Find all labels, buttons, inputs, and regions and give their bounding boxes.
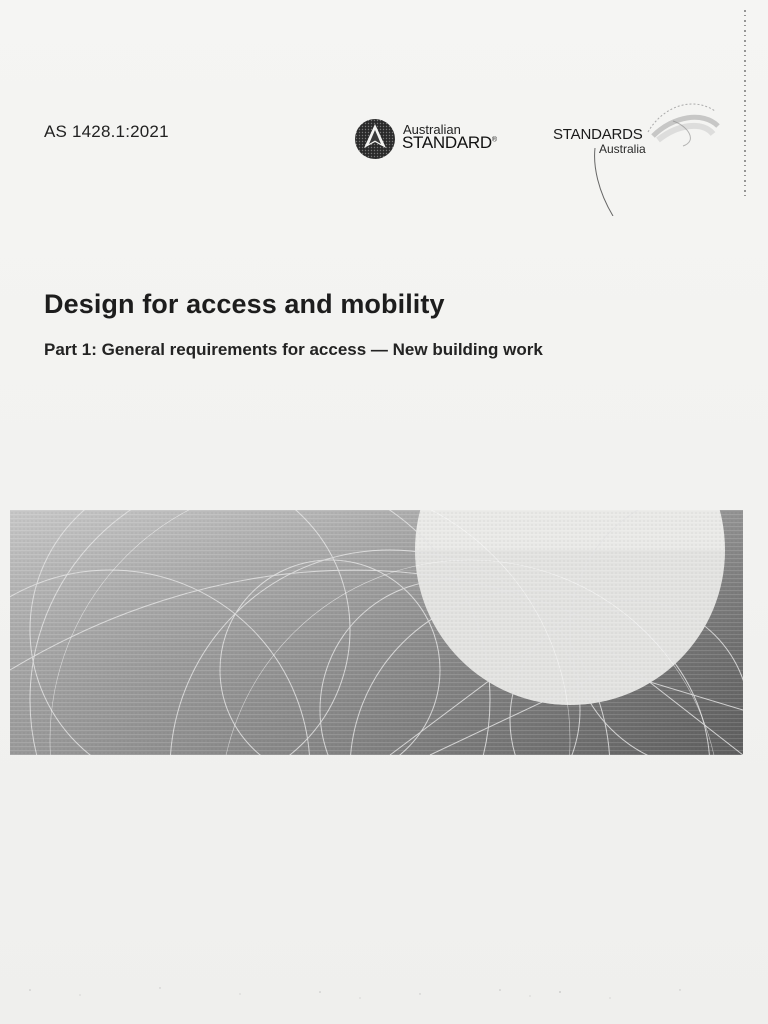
australian-standard-logo [352, 116, 512, 162]
scan-edge-marks [742, 10, 748, 200]
as-logo-word: STANDARD [402, 133, 492, 152]
cover-banner [10, 510, 743, 755]
triangle-arrow-icon [352, 116, 398, 162]
geometric-circles-graphic [10, 510, 743, 755]
scan-speckle [0, 970, 768, 1010]
as-logo-line2 [402, 133, 497, 153]
sa-logo-line2: Australia [599, 142, 646, 156]
as-logo-line1: Australian [403, 122, 461, 137]
document-subtitle: Part 1: General requirements for access — New building work [44, 340, 543, 359]
registered-mark: ® [491, 136, 497, 144]
standards-australia-logo [553, 126, 723, 216]
document-title: Design for access and mobility [44, 289, 445, 319]
sa-logo-line1: STANDARDS [553, 126, 643, 143]
standard-number: AS 1428.1:2021 [44, 122, 169, 141]
